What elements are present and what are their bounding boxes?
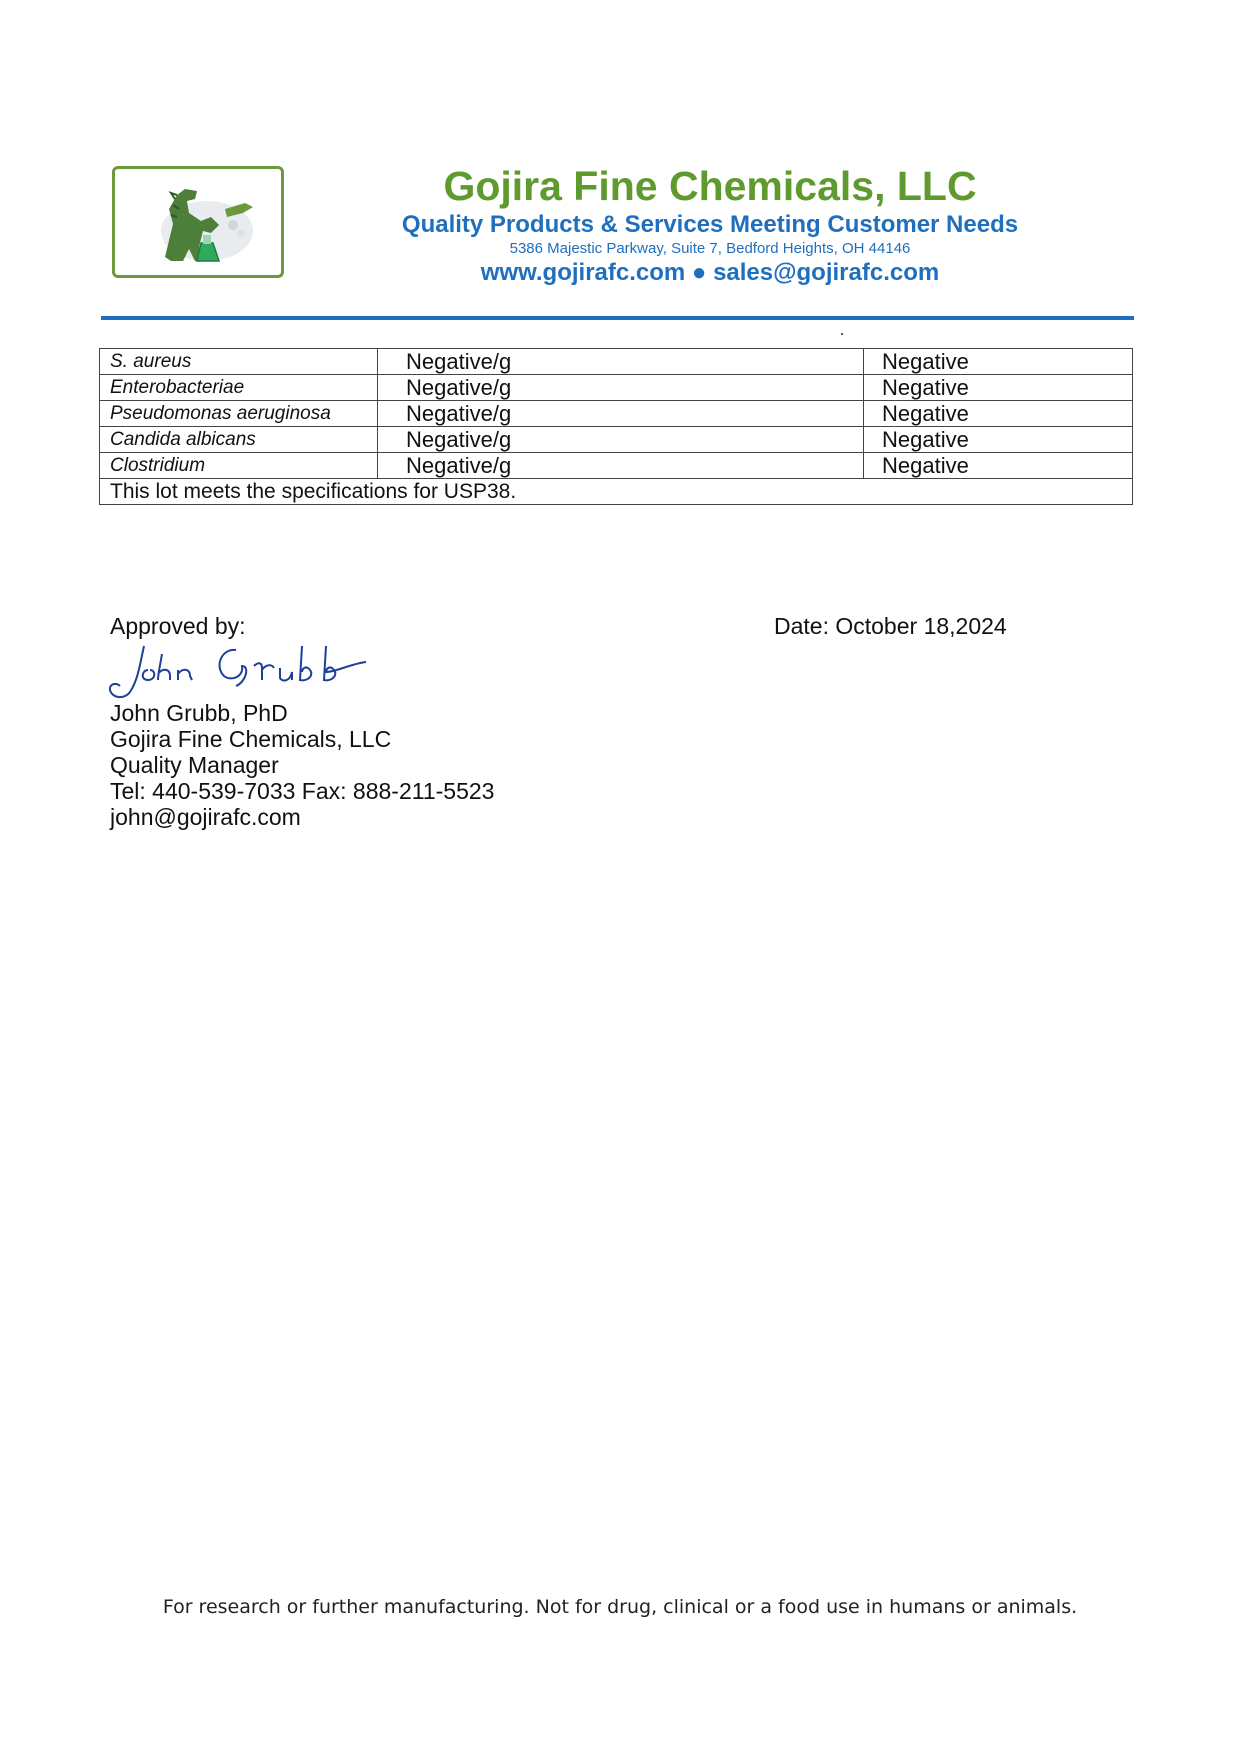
company-address: 5386 Majestic Parkway, Suite 7, Bedford Heights, OH 44146 xyxy=(509,240,911,257)
results-table xyxy=(99,348,1133,505)
result-cell: Negative xyxy=(864,401,1133,427)
table-row xyxy=(100,453,1133,479)
table-row xyxy=(100,375,1133,401)
handwritten-signature xyxy=(104,636,404,706)
conclusion-text: This lot meets the specifications for USP38. xyxy=(100,479,1133,505)
approval-date: Date: October 18,2024 xyxy=(774,613,1007,639)
signer-details xyxy=(110,700,494,830)
specification-cell: Negative/g xyxy=(378,427,864,453)
signer-company: Gojira Fine Chemicals, LLC xyxy=(110,726,392,752)
test-name-cell: Pseudomonas aeruginosa xyxy=(100,401,378,427)
table-row xyxy=(100,349,1133,375)
signer-phone-fax: Tel: 440-539-7033 Fax: 888-211-5523 xyxy=(110,778,495,804)
company-name: Gojira Fine Chemicals, LLC xyxy=(443,163,977,209)
signer-name: John Grubb, PhD xyxy=(110,700,288,726)
test-name-cell: Candida albicans xyxy=(100,427,378,453)
signer-title: Quality Manager xyxy=(110,752,279,778)
test-name-cell: Clostridium xyxy=(100,453,378,479)
signer-email: john@gojirafc.com xyxy=(110,804,301,830)
header-divider xyxy=(101,316,1134,320)
specification-cell: Negative/g xyxy=(378,453,864,479)
table-row xyxy=(100,401,1133,427)
result-cell: Negative xyxy=(864,375,1133,401)
specification-cell: Negative/g xyxy=(378,375,864,401)
company-logo xyxy=(112,166,284,278)
specification-cell: Negative/g xyxy=(378,401,864,427)
result-cell: Negative xyxy=(864,453,1133,479)
company-contact-line: www.gojirafc.com ● sales@gojirafc.com xyxy=(480,259,940,286)
specification-cell: Negative/g xyxy=(378,349,864,375)
result-cell: Negative xyxy=(864,349,1133,375)
company-tagline: Quality Products & Services Meeting Customer Needs xyxy=(401,211,1019,238)
test-name-cell: Enterobacteriae xyxy=(100,375,378,401)
footer-disclaimer: For research or further manufacturing. Not for drug, clinical or a food use in humans or animals. xyxy=(162,1596,1078,1618)
stray-dot xyxy=(841,333,843,335)
result-cell: Negative xyxy=(864,427,1133,453)
approved-by-label: Approved by: xyxy=(110,613,246,639)
conclusion-row xyxy=(100,479,1133,505)
test-name-cell: S. aureus xyxy=(100,349,378,375)
table-row xyxy=(100,427,1133,453)
